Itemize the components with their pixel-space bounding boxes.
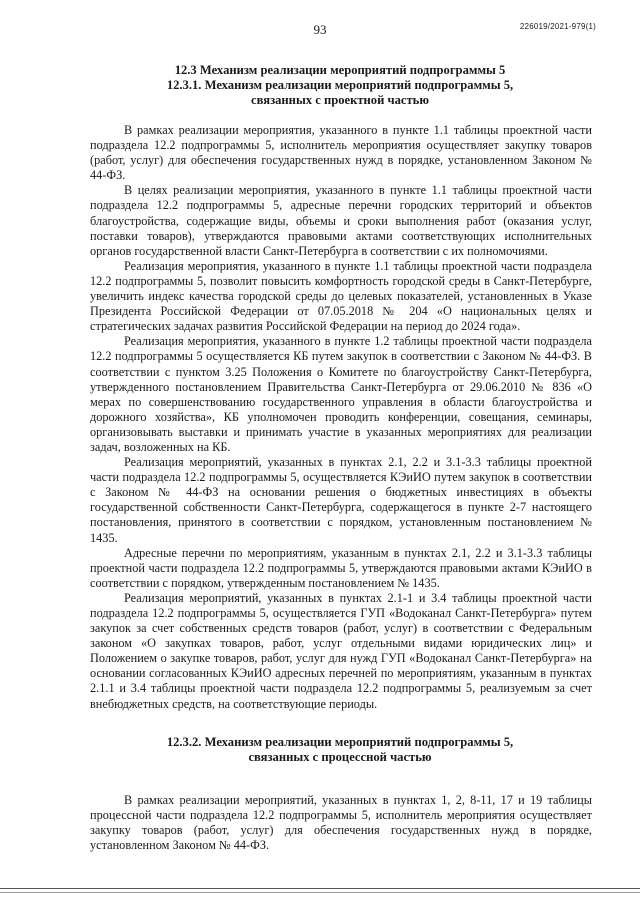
subsection-heading-line: связанных с процессной частью bbox=[248, 750, 432, 765]
paragraph: Реализация мероприятия, указанного в пункте 1.1 таблицы проектной части подраздела 12.2 подпрограммы 5, позволит повысить комфортность городской среды в Санкт-Петербурге, увеличить индекс качества городской среды до целевых показателей, установленных в Указе Президента Российской Федерации от 07.05.2018 № 204 «О национальных целях и стратегических задачах развития Российской Федерации на период до 2024 года». bbox=[90, 258, 592, 334]
subsection-heading bbox=[90, 735, 590, 765]
page-bottom-rule bbox=[0, 892, 640, 893]
page-number: 93 bbox=[313, 22, 327, 37]
section-heading-line: 12.3.1. Механизм реализации мероприятий подпрограммы 5, bbox=[166, 78, 514, 93]
paragraph: Реализация мероприятий, указанных в пунктах 2.1-1 и 3.4 таблицы проектной части подраздела 12.2 подпрограммы 5, осуществляется ГУП «Водоканал Санкт-Петербурга» путем закупок за счет собственных средств товаров (работ, услуг) в соответствии с Федеральным законом «О закупках товаров, работ, услуг отдельными видами юридических лиц» и Положением о закупке товаров, работ, услуг для нужд ГУП «Водоканал Санкт-Петербурга» на основании согласованных КЭиИО адресных перечней по мероприятиям, указанным в пунктах 2.1.1 и 3.4 таблицы проектной части подраздела 12.2 подпрограммы 5, реализуемым за счет внебюджетных средств, на соответствующие периоды. bbox=[90, 590, 592, 711]
subsection-heading-line: 12.3.2. Механизм реализации мероприятий подпрограммы 5, bbox=[166, 735, 514, 749]
page-bottom-rule bbox=[0, 888, 640, 889]
paragraph: Реализация мероприятия, указанного в пункте 1.2 таблицы проектной части подраздела 12.2 подпрограммы 5 осуществляется КБ путем закупок в соответствии с Законом № 44-ФЗ. В соответствии с пунктом 3.25 Положения о Комитете по благоустройству Санкт-Петербурга, утвержденного постановлением Правительства Санкт-Петербурга от 29.06.2010 № 836 «О мерах по совершенствованию государственного управления в области благоустройства и дорожного хозяйства», КБ уполномочен проводить конференции, совещания, семинары, организовывать выставки и принимать участие в указанных мероприятиях для реализации задач, возложенных на КБ. bbox=[90, 334, 592, 454]
paragraph: В целях реализации мероприятия, указанного в пункте 1.1 таблицы проектной части подраздела 12.2 подпрограммы 5, адресные перечни городских территорий и объектов благоустройства, содержащие виды, объемы и сроки выполнения работ (оказания услуг, поставки товаров), утверждаются правовыми актами соответствующих исполнительных органов государственной власти Санкт-Петербурга в соответствии с их полномочиями. bbox=[90, 183, 592, 258]
section-body bbox=[90, 123, 592, 712]
paragraph: В рамках реализации мероприятий, указанных в пунктах 1, 2, 8-11, 17 и 19 таблицы процессной части подраздела 12.2 подпрограммы 5, исполнитель мероприятия осуществляет закупку товаров (работ, услуг) для обеспечения государственных нужд в порядке, установленном Законом № 44-ФЗ. bbox=[90, 793, 592, 853]
section-heading bbox=[90, 63, 590, 109]
document-code: 226019/2021-979(1) bbox=[519, 22, 596, 31]
section-heading-line: связанных с проектной частью bbox=[251, 93, 429, 108]
paragraph: В рамках реализации мероприятия, указанного в пункте 1.1 таблицы проектной части подраздела 12.2 подпрограммы 5, исполнитель мероприятия осуществляет закупку товаров (работ, услуг) для обеспечения государственных нужд в порядке, установленном Законом № 44-ФЗ. bbox=[90, 123, 592, 183]
subsection-body bbox=[90, 793, 592, 853]
paragraph: Реализация мероприятий, указанных в пунктах 2.1, 2.2 и 3.1-3.3 таблицы проектной части подраздела 12.2 подпрограммы 5, осуществляется КЭиИО путем закупок в соответствии с Законом № 44-ФЗ на основании решения о бюджетных инвестициях в объекты государственной собственности Санкт-Петербурга, содержащегося в пункте 2-7 настоящего постановления, принятого в соответствии с порядком, установленным постановлением № 1435. bbox=[90, 455, 592, 545]
section-heading-line: 12.3 Механизм реализации мероприятий подпрограммы 5 bbox=[174, 63, 506, 77]
paragraph: Адресные перечни по мероприятиям, указанным в пунктах 2.1, 2.2 и 3.1-3.3 таблицы проектной части подраздела 12.2 подпрограммы 5, утверждаются правовыми актами КЭиИО в соответствии с порядком, утвержденным постановлением № 1435. bbox=[90, 545, 592, 590]
